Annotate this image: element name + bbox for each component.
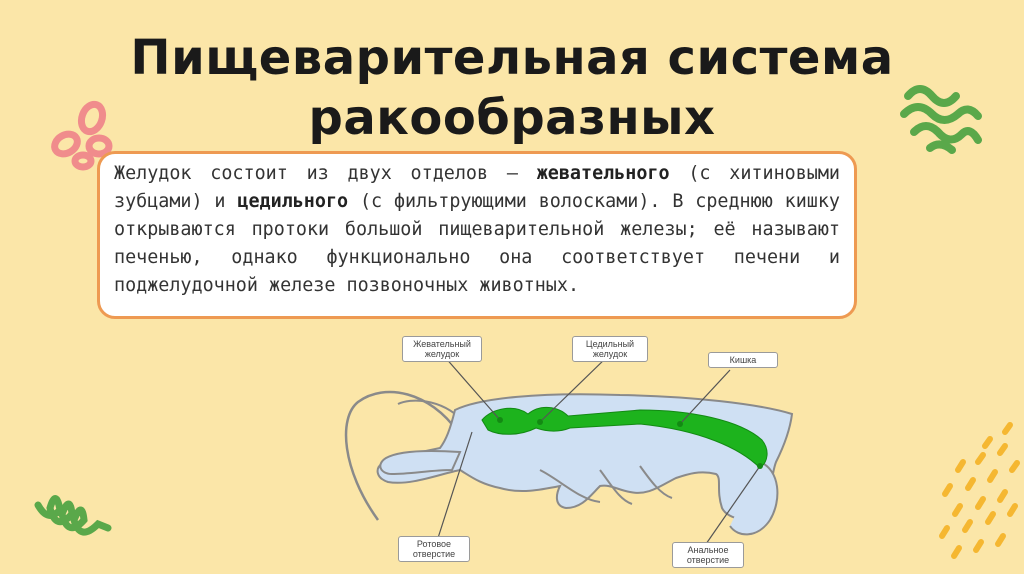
text-part-1: Желудок состоит из двух отделов — bbox=[114, 163, 537, 184]
text-part-3: (с фильтрующими волосками). В среднюю кишку открываются протоки большой пищеварительной железы; её называют печенью, однако функционально она соответствует печени и поджелудочной железе позвоночных животных. bbox=[114, 191, 840, 296]
label-intestine-line1: Кишка bbox=[729, 355, 757, 365]
label-anus-line2: отверстие bbox=[686, 555, 730, 565]
label-mouth-line1: Ротовое bbox=[416, 539, 452, 549]
title-line-1: Пищеварительная система bbox=[130, 30, 894, 86]
label-chewing-stomach bbox=[402, 336, 482, 362]
label-mouth-line2: отверстие bbox=[412, 549, 456, 559]
label-intestine bbox=[708, 352, 778, 368]
text-part-2: (с хитиновыми зубцами) и bbox=[114, 163, 841, 212]
title-line-2: ракообразных bbox=[308, 90, 716, 146]
label-filter-stomach-line1: Цедильный bbox=[585, 339, 635, 349]
label-chewing-stomach-line1: Жевательный bbox=[413, 339, 471, 349]
label-anus bbox=[672, 542, 744, 568]
label-chewing-stomach-line2: желудок bbox=[424, 349, 460, 359]
text-bold-filter: цедильного bbox=[237, 191, 349, 212]
label-filter-stomach bbox=[572, 336, 648, 362]
label-anus-line1: Анальное bbox=[687, 545, 729, 555]
text-bold-chewing: жевательного bbox=[536, 163, 670, 184]
label-mouth bbox=[398, 536, 470, 562]
label-filter-stomach-line2: желудок bbox=[592, 349, 628, 359]
crayfish-claw bbox=[380, 451, 460, 474]
